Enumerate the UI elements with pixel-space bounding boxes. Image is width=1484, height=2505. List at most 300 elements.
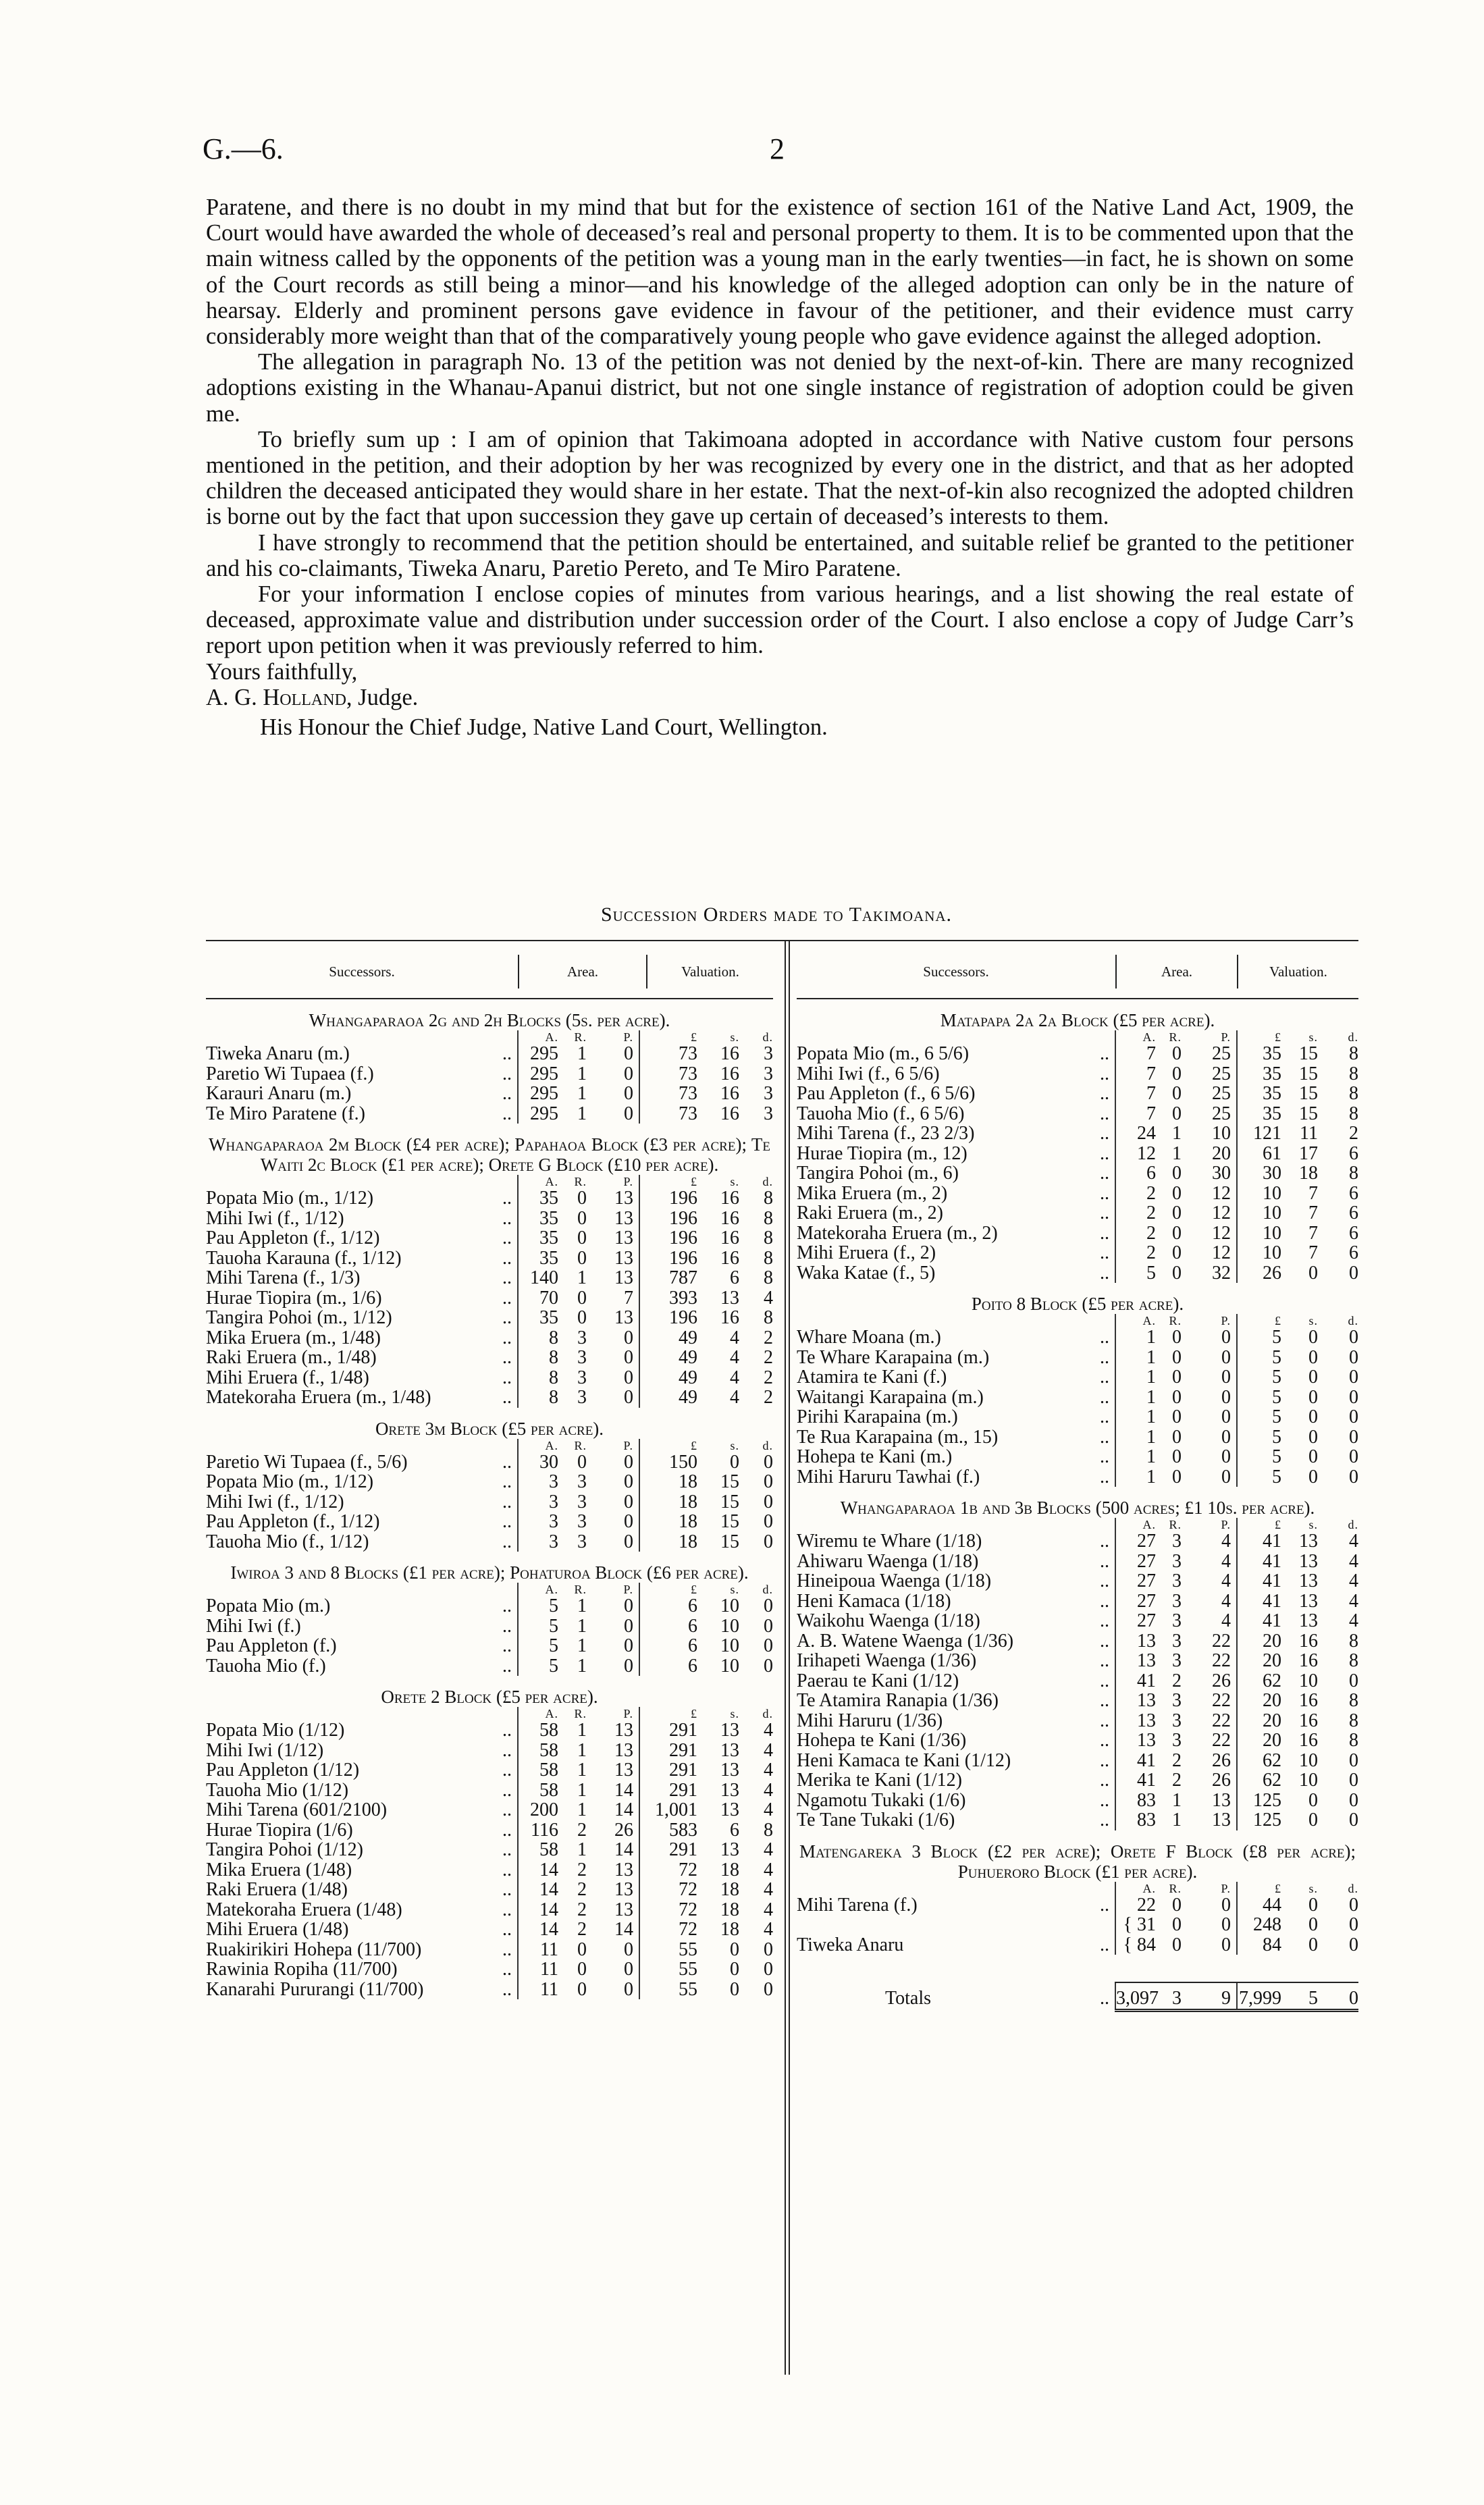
area-perches: 22 <box>1212 1650 1231 1671</box>
successor-name: Tauoha Mio (f., 6 5/6) <box>797 1103 965 1124</box>
successor-name: Hineipoua Waenga (1/18) <box>797 1571 992 1591</box>
value-pence: 4 <box>764 1760 773 1781</box>
table-row <box>206 1188 773 1209</box>
successor-name: Mihi Haruru Tawhai (f.) <box>797 1467 980 1487</box>
block-table <box>206 1439 773 1552</box>
area-roods: 1 <box>1172 1789 1182 1811</box>
area-perches: 14 <box>614 1799 633 1820</box>
leader-dots: .. <box>1100 1203 1109 1223</box>
value-pence: 8 <box>1349 1650 1358 1671</box>
area-acres: 14 <box>518 1860 564 1880</box>
area-perches: 22 <box>1212 1690 1231 1711</box>
area-acres: 7 <box>1115 1044 1161 1064</box>
area-acres: 11 <box>518 1980 564 2000</box>
area-roods: 1 <box>577 1083 587 1104</box>
table-row <box>206 1840 773 1860</box>
paragraph: Paratene, and there is no doubt in my mind that but for the existence of section 161 of the Native Land Act, 1909, the Court would have awarded the whole of deceased’s real and personal property to them. It is to be commented upon that the main witness called by the opponents of the petition was a young man in the early twenties—in fact, he is shown on some of the Court records as still being a minor—and his knowledge of the alleged adoption can only be in the nature of hearsay. Elderly and prominent persons gave evidence in favour of the petitioner, and their evidence must carry considerably more weight than that of the comparatively young people who gave evidence against the alleged adoption. <box>206 194 1354 350</box>
value-shillings: 18 <box>1299 1163 1318 1184</box>
value-pounds: 18 <box>639 1532 703 1552</box>
table-row <box>206 1452 773 1473</box>
leader-dots: .. <box>1100 1934 1109 1955</box>
table-row <box>797 1388 1358 1408</box>
area-roods: 0 <box>1172 1203 1182 1223</box>
area-roods: 1 <box>577 1596 587 1616</box>
value-pence: 0 <box>764 1491 773 1512</box>
area-roods: 0 <box>1172 1063 1182 1084</box>
units-row <box>206 1439 773 1452</box>
leader-dots: .. <box>1100 1327 1109 1348</box>
leader-dots: .. <box>1100 1531 1109 1552</box>
value-shillings: 15 <box>720 1511 739 1532</box>
successor-name: Rawinia Ropiha (11/700) <box>206 1959 398 1980</box>
value-pence: 0 <box>1349 1914 1358 1935</box>
table-row <box>206 1328 773 1348</box>
value-pence: 8 <box>1349 1063 1358 1084</box>
area-roods: 1 <box>577 1635 587 1656</box>
area-perches: 13 <box>614 1267 633 1288</box>
table-row <box>206 1656 773 1677</box>
value-pence: 8 <box>764 1247 773 1269</box>
successor-name: Mihi Tarena (601/2100) <box>206 1800 388 1820</box>
units-row <box>206 1175 773 1188</box>
value-pence: 6 <box>1349 1142 1358 1164</box>
leader-dots: .. <box>1100 1123 1109 1144</box>
value-pence: 8 <box>1349 1043 1358 1064</box>
area-roods: 3 <box>577 1491 587 1512</box>
addressee: His Honour the Chief Judge, Native Land Court, Wellington. <box>260 714 828 741</box>
value-pence: 8 <box>764 1228 773 1248</box>
table-row <box>206 1348 773 1368</box>
value-pounds: 10 <box>1237 1223 1287 1244</box>
leader-dots: .. <box>502 1228 512 1248</box>
area-acres: 11 <box>518 1940 564 1960</box>
spacer <box>797 1030 1053 1044</box>
value-pence: 0 <box>1349 1386 1358 1408</box>
table-row <box>206 1209 773 1229</box>
table-row <box>797 1447 1358 1467</box>
value-pence: 4 <box>764 1779 773 1801</box>
area-perches: 0 <box>1221 1386 1231 1408</box>
value-shillings: 11 <box>1300 1123 1318 1144</box>
table-row <box>206 1512 773 1532</box>
value-pounds: 41 <box>1237 1571 1287 1591</box>
totals-table <box>797 1982 1358 2012</box>
table-row <box>206 1636 773 1656</box>
block-table <box>206 1707 773 1999</box>
table-row <box>206 1532 773 1552</box>
area-roods: 2 <box>577 1819 587 1841</box>
area-roods: 3 <box>577 1327 587 1348</box>
table-row <box>206 1472 773 1492</box>
value-pounds: 196 <box>639 1308 703 1328</box>
leader-dots: .. <box>502 1760 512 1781</box>
value-shillings: 16 <box>720 1083 739 1104</box>
leader-dots: .. <box>502 1511 512 1532</box>
leader-dots: .. <box>502 1655 512 1677</box>
table-row <box>206 1268 773 1288</box>
area-roods: 0 <box>1172 1346 1182 1368</box>
value-pounds: 20 <box>1237 1711 1287 1731</box>
value-pence: 0 <box>764 1511 773 1532</box>
area-acres: 58 <box>518 1840 564 1860</box>
area-perches: 12 <box>1212 1203 1231 1223</box>
unit-label: R. <box>1169 1030 1182 1044</box>
successor-name: Waitangi Karapaina (m.) <box>797 1387 984 1407</box>
value-shillings: 15 <box>1299 1063 1318 1084</box>
area-perches: 13 <box>1212 1810 1231 1830</box>
value-pence: 4 <box>1349 1590 1358 1612</box>
paragraph: To briefly sum up : I am of opinion that Takimoana adopted in accordance with Native custom four persons mentioned in the petition, and their adoption by her was recognized by every one in the district, and that as her adopted children the deceased anticipated they would share in her estate. That the next-of-kin also recognized the adopted children is borne out by the fact that upon succession they gave up certain of deceased’s interests to them. <box>206 426 1354 530</box>
table-row <box>206 1959 773 1980</box>
spacer <box>462 1439 518 1452</box>
area-perches: 25 <box>1212 1083 1231 1104</box>
leader-dots: .. <box>1100 1386 1109 1408</box>
value-pence: 0 <box>764 1451 773 1473</box>
value-shillings: 10 <box>720 1596 739 1616</box>
unit-label: s. <box>730 1707 739 1720</box>
value-shillings: 7 <box>1308 1222 1318 1244</box>
area-perches: 13 <box>614 1760 633 1781</box>
area-acres: 27 <box>1115 1571 1161 1591</box>
leader-dots: .. <box>1100 1466 1109 1487</box>
totals-row <box>797 1982 1358 2010</box>
value-pounds: 196 <box>639 1188 703 1209</box>
value-pounds: 18 <box>639 1512 703 1532</box>
value-shillings: 4 <box>730 1387 739 1408</box>
value-pence: 0 <box>764 1939 773 1960</box>
value-pounds: 35 <box>1237 1044 1287 1064</box>
table-row <box>206 1104 773 1124</box>
area-roods: 2 <box>577 1859 587 1880</box>
leader-dots: .. <box>502 1959 512 1980</box>
leader-dots: .. <box>502 1247 512 1269</box>
value-pounds: 41 <box>1237 1611 1287 1631</box>
block-title: Whangaparaoa 2m Block (£4 per acre); Papahaoa Block (£3 per acre); Te Waiti 2c Block (£1 per acre); Orete G Block (£10 per acre). <box>209 1134 770 1175</box>
value-pounds: 62 <box>1237 1751 1287 1771</box>
value-shillings: 10 <box>1299 1749 1318 1771</box>
successor-name: Pau Appleton (1/12) <box>206 1760 360 1781</box>
total-perches: 9 <box>1182 1982 1237 2010</box>
leader-dots: .. <box>502 1939 512 1960</box>
value-pence: 4 <box>764 1859 773 1880</box>
table-row <box>797 1671 1358 1691</box>
leader-dots: .. <box>502 1978 512 2000</box>
block <box>206 1562 773 1676</box>
value-shillings: 16 <box>720 1207 739 1229</box>
table-row <box>797 1327 1358 1348</box>
value-pounds: 125 <box>1237 1810 1287 1830</box>
area-acres: 41 <box>1115 1770 1161 1791</box>
value-pounds: 55 <box>639 1980 703 2000</box>
leader-dots: .. <box>1100 1630 1109 1652</box>
successor-name: Ahiwaru Waenga (1/18) <box>797 1551 979 1571</box>
area-roods: 3 <box>1172 1610 1182 1631</box>
paragraph: The allegation in paragraph No. 13 of the petition was not denied by the next-of-kin. There are many recognized adoptions existing in the Whanau-Apanui district, but not one single instance of registration of adoption could be given me. <box>206 349 1354 427</box>
area-acres: 35 <box>518 1228 564 1248</box>
totals-label: Totals <box>884 1988 932 2009</box>
value-shillings: 16 <box>720 1247 739 1269</box>
area-roods: 0 <box>1172 1043 1182 1064</box>
value-pence: 4 <box>764 1739 773 1761</box>
successor-name: Waikohu Waenga (1/18) <box>797 1611 980 1631</box>
area-acres: 35 <box>518 1308 564 1328</box>
area-perches: 22 <box>1212 1730 1231 1751</box>
successor-name: Mihi Iwi (f., 1/12) <box>206 1208 344 1228</box>
value-pounds: 5 <box>1237 1467 1287 1487</box>
area-perches: 20 <box>1212 1142 1231 1164</box>
value-shillings: 0 <box>1308 1446 1318 1467</box>
value-shillings: 13 <box>720 1799 739 1820</box>
left-column <box>206 945 773 1999</box>
table-row <box>206 1860 773 1880</box>
area-roods: 0 <box>577 1978 587 2000</box>
value-shillings: 16 <box>1299 1650 1318 1671</box>
value-pounds: 30 <box>1237 1163 1287 1184</box>
successor-name: Te Tane Tukaki (1/6) <box>797 1810 955 1830</box>
value-pounds: 5 <box>1237 1327 1287 1348</box>
leader-dots: .. <box>502 1615 512 1637</box>
value-pence: 8 <box>764 1267 773 1288</box>
area-perches: 0 <box>624 1347 633 1368</box>
successor-name: Ngamotu Tukaki (1/6) <box>797 1790 966 1810</box>
value-pounds: 125 <box>1237 1791 1287 1811</box>
value-shillings: 0 <box>1308 1327 1318 1348</box>
header-area: Area. <box>1115 955 1237 988</box>
value-pounds: 26 <box>1237 1263 1287 1284</box>
block-title: Orete 3m Block (£5 per acre). <box>375 1418 604 1439</box>
value-shillings: 13 <box>720 1287 739 1309</box>
value-pounds: 248 <box>1237 1915 1287 1935</box>
successor-name: Pau Appleton (f., 1/12) <box>206 1228 380 1248</box>
area-acres: 1 <box>1115 1388 1161 1408</box>
area-roods: 0 <box>1172 1894 1182 1916</box>
value-pence: 0 <box>1349 1810 1358 1830</box>
successor-name: Wiremu te Whare (1/18) <box>797 1531 982 1552</box>
value-pounds: 73 <box>639 1084 703 1104</box>
unit-label: s. <box>730 1175 739 1188</box>
area-perches: 30 <box>1212 1163 1231 1184</box>
successor-name: Mihi Haruru (1/36) <box>797 1710 943 1731</box>
leader-dots: .. <box>502 1188 512 1209</box>
area-roods: 0 <box>1172 1934 1182 1955</box>
successor-name: Popata Mio (m., 1/12) <box>206 1472 374 1492</box>
leader-dots: .. <box>502 1899 512 1920</box>
leader-dots: .. <box>502 1596 512 1616</box>
value-pence: 8 <box>1349 1163 1358 1184</box>
value-shillings: 15 <box>720 1491 739 1512</box>
successor-name: Raki Eruera (1/48) <box>206 1880 348 1900</box>
area-roods: 0 <box>1172 1446 1182 1467</box>
value-pence: 0 <box>764 1596 773 1616</box>
block-title: Matapapa 2a 2a Block (£5 per acre). <box>940 1010 1215 1030</box>
successor-name: Mihi Tarena (f.) <box>797 1895 918 1915</box>
successor-name: Mika Eruera (m., 1/48) <box>206 1327 381 1348</box>
area-perches: 0 <box>624 1615 633 1637</box>
right-column <box>797 945 1358 2012</box>
value-pounds: 44 <box>1237 1895 1287 1916</box>
total-shillings: 5 <box>1287 1982 1318 2010</box>
value-pence: 4 <box>764 1839 773 1860</box>
area-perches: 13 <box>614 1247 633 1269</box>
leader-dots: .. <box>1100 1142 1109 1164</box>
leader-dots: .. <box>1100 1182 1109 1204</box>
value-pence: 0 <box>1349 1446 1358 1467</box>
value-pounds: 6 <box>639 1636 703 1656</box>
signature-initials: A. G. <box>206 684 257 710</box>
successor-name: Popata Mio (1/12) <box>206 1720 345 1741</box>
leader-dots: .. <box>502 1043 512 1064</box>
total-pounds: 7,999 <box>1237 1982 1287 2010</box>
unit-label: A. <box>518 1439 564 1452</box>
units-row <box>797 1314 1358 1327</box>
value-shillings: 0 <box>1308 1346 1318 1368</box>
area-perches: 4 <box>1221 1590 1231 1612</box>
value-pence: 2 <box>764 1347 773 1368</box>
table-row <box>797 1895 1358 1916</box>
successor-name: Tiweka Anaru <box>797 1934 904 1955</box>
area-acres: { 84 <box>1115 1935 1161 1955</box>
area-roods: 0 <box>1172 1242 1182 1263</box>
document-code: G.—6. <box>203 132 284 165</box>
area-roods: 3 <box>577 1471 587 1492</box>
value-pounds: 72 <box>639 1860 703 1880</box>
area-roods: 3 <box>1172 1571 1182 1591</box>
value-shillings: 16 <box>720 1043 739 1064</box>
value-pence: 8 <box>1349 1103 1358 1124</box>
value-pence: 6 <box>1349 1203 1358 1223</box>
value-shillings: 7 <box>1308 1182 1318 1204</box>
unit-label: A. <box>518 1175 564 1188</box>
value-shillings: 10 <box>720 1635 739 1656</box>
unit-label: A. <box>1115 1314 1161 1327</box>
area-roods: 3 <box>577 1531 587 1552</box>
table-row <box>797 1531 1358 1552</box>
leader-dots: .. <box>1100 1571 1109 1591</box>
value-pence: 8 <box>1349 1710 1358 1731</box>
area-perches: 13 <box>614 1307 633 1328</box>
area-perches: 32 <box>1212 1262 1231 1284</box>
value-pence: 8 <box>1349 1690 1358 1711</box>
area-acres: 5 <box>518 1596 564 1616</box>
value-shillings: 13 <box>720 1779 739 1801</box>
value-pounds: 6 <box>639 1596 703 1616</box>
value-shillings: 15 <box>720 1471 739 1492</box>
area-perches: 22 <box>1212 1630 1231 1652</box>
value-pounds: 20 <box>1237 1731 1287 1751</box>
area-acres: 27 <box>1115 1552 1161 1572</box>
value-pence: 0 <box>764 1471 773 1492</box>
value-pence: 3 <box>764 1043 773 1064</box>
value-pence: 3 <box>764 1103 773 1124</box>
value-shillings: 6 <box>730 1819 739 1841</box>
successor-name: Mihi Tarena (f., 23 2/3) <box>797 1124 975 1144</box>
area-roods: 1 <box>577 1063 587 1084</box>
spacer <box>462 1707 518 1720</box>
value-shillings: 4 <box>730 1367 739 1388</box>
table-row <box>797 1810 1358 1830</box>
table-row <box>206 1044 773 1064</box>
value-pounds: 6 <box>639 1656 703 1677</box>
area-acres: 27 <box>1115 1591 1161 1612</box>
area-roods: 2 <box>577 1919 587 1940</box>
value-pence: 4 <box>1349 1531 1358 1552</box>
area-roods: 3 <box>1172 1710 1182 1731</box>
area-acres: 1 <box>1115 1427 1161 1448</box>
leader-dots: .. <box>502 1919 512 1940</box>
value-pence: 2 <box>1349 1123 1358 1144</box>
unit-label: d. <box>762 1583 773 1596</box>
successor-name: Paretio Wi Tupaea (f., 5/6) <box>206 1452 408 1472</box>
area-roods: 0 <box>1172 1222 1182 1244</box>
value-pence: 0 <box>764 1615 773 1637</box>
value-shillings: 13 <box>1299 1610 1318 1631</box>
leader-dots: .. <box>1100 1988 1109 2009</box>
leader-dots: .. <box>502 1799 512 1820</box>
table-row <box>797 1184 1358 1204</box>
units-row <box>797 1518 1358 1531</box>
area-roods: 1 <box>577 1720 587 1741</box>
area-roods: 0 <box>1172 1426 1182 1448</box>
successor-name: Atamira te Kani (f.) <box>797 1367 947 1388</box>
area-perches: 0 <box>1221 1367 1231 1388</box>
value-shillings: 0 <box>1308 1262 1318 1284</box>
value-pence: 6 <box>1349 1242 1358 1263</box>
value-pounds: 73 <box>639 1064 703 1084</box>
successor-name: Waka Katae (f., 5) <box>797 1263 936 1283</box>
unit-label: s. <box>1308 1030 1318 1044</box>
value-shillings: 15 <box>1299 1083 1318 1104</box>
leader-dots: .. <box>1100 1550 1109 1572</box>
value-pounds: 291 <box>639 1760 703 1781</box>
unit-label: R. <box>1169 1881 1182 1895</box>
area-acres: 83 <box>1115 1810 1161 1830</box>
area-acres: 2 <box>1115 1223 1161 1244</box>
leader-dots: .. <box>1100 1590 1109 1612</box>
value-pence: 0 <box>764 1655 773 1677</box>
area-perches: 0 <box>624 1043 633 1064</box>
table-row <box>206 1288 773 1309</box>
block <box>206 1419 773 1552</box>
value-pounds: 393 <box>639 1288 703 1309</box>
area-acres: 7 <box>1115 1064 1161 1084</box>
value-pence: 0 <box>1349 1749 1358 1771</box>
area-perches: 25 <box>1212 1103 1231 1124</box>
value-pounds: 196 <box>639 1209 703 1229</box>
value-pounds: 10 <box>1237 1203 1287 1223</box>
area-acres: 3 <box>518 1512 564 1532</box>
value-pence: 0 <box>1349 1367 1358 1388</box>
leader-dots: .. <box>1100 1650 1109 1671</box>
area-roods: 0 <box>577 1188 587 1209</box>
block <box>206 1134 773 1408</box>
area-perches: 13 <box>614 1739 633 1761</box>
area-perches: 0 <box>624 1327 633 1348</box>
successor-name: Mihi Eruera (f., 1/48) <box>206 1367 369 1388</box>
spacer <box>206 1439 462 1452</box>
column-divider-rule-b <box>789 940 790 2375</box>
value-pounds: 20 <box>1237 1691 1287 1711</box>
value-shillings: 18 <box>720 1899 739 1920</box>
block <box>797 1498 1358 1830</box>
unit-label: P. <box>1221 1030 1231 1044</box>
value-pounds: 121 <box>1237 1124 1287 1144</box>
area-roods: 1 <box>577 1839 587 1860</box>
unit-label: £ <box>639 1030 703 1044</box>
leader-dots: .. <box>502 1879 512 1900</box>
area-roods: 1 <box>577 1655 587 1677</box>
area-roods: 0 <box>1172 1386 1182 1408</box>
table-title: Succession Orders made to Takimoana. <box>600 903 953 926</box>
